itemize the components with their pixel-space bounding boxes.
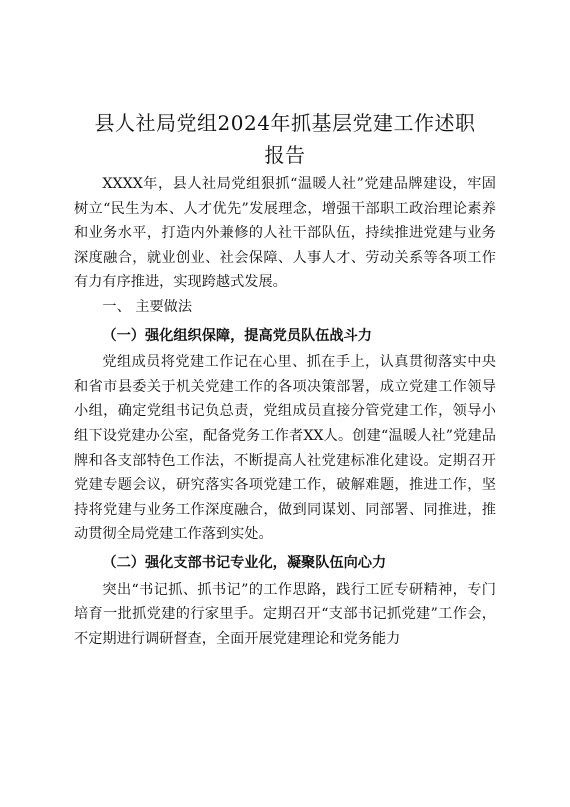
document-title-line2: 报告 bbox=[264, 143, 306, 167]
subsection-heading-2: （二）强化支部书记专业化，凝聚队伍向心力 bbox=[102, 554, 387, 571]
subsection-heading-1: （一）强化组织保障，提高党员队伍战斗力 bbox=[102, 327, 372, 344]
subsection-2-paragraph: 突出“书记抓、抓书记”的工作思路，践行工匠专研精神，专门培育一批抓党建的行家里手。定期召开“支部书记抓党建”工作会，不定期进行调研督查，全面开展党建理论和党务能力 bbox=[74, 581, 496, 647]
intro-paragraph: XXXX年，县人社局党组狠抓“温暖人社”党建品牌建设，牢固树立“民生为本、人才优先”发展理念，增强干部职工政治理论素养和业务水平，打造内外兼修的人社干部队伍，持续推进党建与业务深度融合，就业创业、社会保障、人事人才、劳动关系等各项工作有力有序推进，实现跨越式发展。 bbox=[74, 176, 496, 291]
document-title-line1: 县人社局党组2024年抓基层党建工作述职 bbox=[94, 111, 476, 135]
section-heading-main-practices: 一、 主要做法 bbox=[102, 298, 193, 315]
document-body bbox=[74, 172, 496, 651]
subsection-1-paragraph: 党组成员将党建工作记在心里、抓在手上，认真贯彻落实中央和省市县委关于机关党建工作的各项决策部署，成立党建工作领导小组，确定党组书记负总责，党组成员直接分管党建工作，领导小组下设党建办公室，配备党务工作者XX人。创建“温暖人社”党建品牌和各支部特色工作法，不断提高人社党建标准化建设。定期召开党建专题会议，研究落实各项党建工作，破解难题，推进工作，坚持将党建与业务工作深度融合，做到同谋划、同部署、同推进，推动贯彻全局党建工作落到实处。 bbox=[74, 354, 496, 543]
